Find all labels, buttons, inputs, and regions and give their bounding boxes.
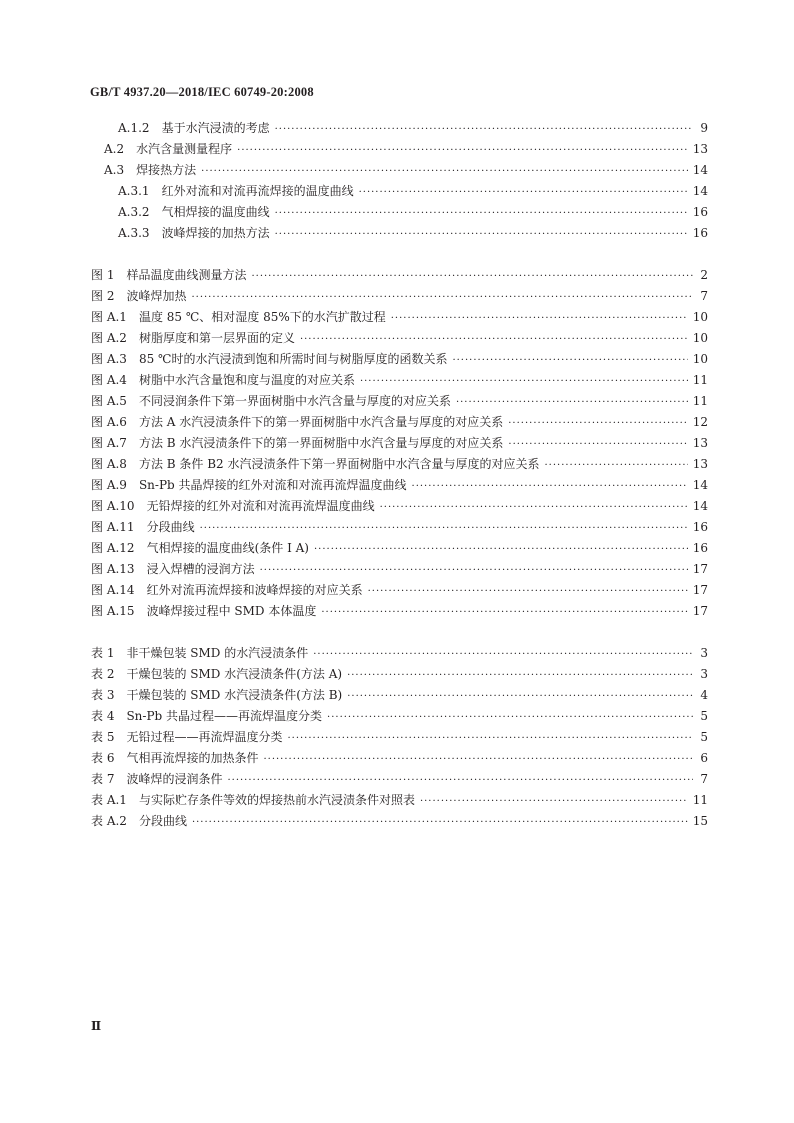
entry-title: 焊接热方法 [136,163,197,177]
entry-title: 波峰焊接过程中 SMD 本体温度 [146,604,317,618]
dot-leader [327,709,693,726]
entry-title: 干燥包装的 SMD 水汽浸渍条件(方法 A) [126,667,343,681]
dot-leader [380,499,688,516]
entry-number: A.1.2 [118,121,150,135]
toc-entry[interactable] [91,372,708,389]
entry-title: 基于水汽浸渍的考虑 [161,121,270,135]
toc-entry[interactable] [91,288,708,305]
entry-title: 与实际贮存条件等效的焊接热前水汽浸渍条件对照表 [138,793,415,807]
entry-page: 6 [700,751,708,765]
entry-page: 11 [692,793,708,807]
entry-title: 分段曲线 [146,520,195,534]
entry-number: 图 A.11 [91,520,135,534]
entry-page: 14 [692,184,708,198]
entry-title: 方法 B 条件 B2 水汽浸渍条件下第一界面树脂中水汽含量与厚度的对应关系 [138,457,540,471]
entry-page: 10 [692,352,708,366]
entry-number: 图 A.2 [91,331,127,345]
toc-entry[interactable] [91,540,708,557]
entry-page: 17 [692,604,708,618]
entry-page: 10 [692,331,708,345]
entry-title: 气相焊接的温度曲线(条件 Ⅰ A) [146,541,309,555]
dot-leader [456,394,688,411]
entry-page: 9 [700,121,708,135]
entry-number: 表 A.2 [91,814,127,828]
toc-entry[interactable] [91,267,708,284]
entry-number: 表 7 [91,772,115,786]
toc-entry[interactable] [118,204,708,221]
toc-entry[interactable] [91,603,708,620]
toc-entry[interactable] [91,561,708,578]
toc-entry[interactable] [91,792,708,809]
dot-leader [314,541,688,558]
entry-number: 图 A.1 [91,310,127,324]
entry-number: 图 A.8 [91,457,127,471]
entry-number: 表 1 [91,646,115,660]
entry-title: 样品温度曲线测量方法 [126,268,247,282]
dot-leader [275,121,693,138]
entry-page: 7 [700,772,708,786]
entry-number: 表 A.1 [91,793,127,807]
entry-page: 7 [700,289,708,303]
entry-number: 图 A.6 [91,415,127,429]
entry-title: Sn-Pb 共晶焊接的红外对流和对流再流焊温度曲线 [138,478,407,492]
entry-title: 分段曲线 [138,814,187,828]
toc-entry[interactable] [118,225,708,242]
entry-title: 干燥包装的 SMD 水汽浸渍条件(方法 B) [126,688,343,702]
entry-page: 11 [692,394,708,408]
toc-entry[interactable] [91,456,708,473]
entry-page: 16 [692,226,708,240]
entry-number: 表 4 [91,709,115,723]
dot-leader [347,667,693,684]
dot-leader [251,268,693,285]
toc-entry[interactable] [91,645,708,662]
entry-page: 12 [692,415,708,429]
entry-title: 波峰焊的浸润条件 [126,772,223,786]
dot-leader [321,604,687,621]
entry-number: 图 A.14 [91,583,135,597]
entry-number: A.3.3 [118,226,150,240]
entry-page: 13 [692,436,708,450]
entry-number: A.2 [104,142,125,156]
entry-number: A.3.1 [118,184,150,198]
entry-page: 3 [700,667,708,681]
entry-page: 17 [692,562,708,576]
dot-leader [412,478,688,495]
toc-entry[interactable] [91,414,708,431]
toc-entry[interactable] [104,162,708,179]
entry-title: 树脂厚度和第一层界面的定义 [138,331,295,345]
dot-leader [391,310,688,327]
entry-number: 图 A.10 [91,499,135,513]
dot-leader [508,436,687,453]
entry-title: 波峰焊接的加热方法 [161,226,270,240]
toc-entry[interactable] [91,813,708,830]
toc-entry[interactable] [91,708,708,725]
entry-page: 5 [700,709,708,723]
entry-title: 无铅过程——再流焊温度分类 [126,730,283,744]
dot-leader [227,772,693,789]
entry-page: 14 [692,163,708,177]
entry-page: 16 [692,205,708,219]
toc-entry[interactable] [91,582,708,599]
entry-page: 5 [700,730,708,744]
entry-number: 图 A.13 [91,562,135,576]
entry-page: 16 [692,520,708,534]
dot-leader [275,226,688,243]
dot-leader [192,814,688,831]
toc-entry[interactable] [91,309,708,326]
dot-leader [237,142,688,159]
entry-page: 14 [692,499,708,513]
toc-entry[interactable] [91,519,708,536]
entry-title: 方法 B 水汽浸渍条件下的第一界面树脂中水汽含量与厚度的对应关系 [138,436,504,450]
entry-page: 3 [700,646,708,660]
dot-leader [275,205,688,222]
entry-title: 85 ℃时的水汽浸渍到饱和所需时间与树脂厚度的函数关系 [138,352,448,366]
entry-number: 表 3 [91,688,115,702]
dot-leader [191,289,693,306]
toc-entry[interactable] [91,330,708,347]
entry-page: 15 [692,814,708,828]
dot-leader [313,646,693,663]
entry-title: Sn-Pb 共晶过程——再流焊温度分类 [126,709,323,723]
entry-number: 图 A.15 [91,604,135,618]
entry-page: 11 [692,373,708,387]
entry-number: 图 A.9 [91,478,127,492]
entry-page: 2 [700,268,708,282]
entry-page: 10 [692,310,708,324]
dot-leader [201,163,688,180]
entry-number: 表 2 [91,667,115,681]
toc-entry[interactable] [91,351,708,368]
entry-title: 温度 85 ℃、相对湿度 85%下的水汽扩散过程 [138,310,386,324]
entry-page: 16 [692,541,708,555]
entry-number: 图 A.5 [91,394,127,408]
entry-page: 13 [692,142,708,156]
entry-title: 无铅焊接的红外对流和对流再流焊温度曲线 [146,499,375,513]
entry-title: 波峰焊加热 [126,289,187,303]
entry-title: 方法 A 水汽浸渍条件下的第一界面树脂中水汽含量与厚度的对应关系 [138,415,504,429]
dot-leader [360,373,688,390]
entry-title: 非干燥包装 SMD 的水汽浸渍条件 [126,646,309,660]
toc-entry[interactable] [91,750,708,767]
dot-leader [508,415,687,432]
toc-entry[interactable] [118,183,708,200]
entry-number: 图 A.4 [91,373,127,387]
dot-leader [263,751,693,768]
entry-title: 不同浸润条件下第一界面树脂中水汽含量与厚度的对应关系 [138,394,451,408]
dot-leader [544,457,687,474]
toc-entry[interactable] [91,729,708,746]
toc-entry[interactable] [91,435,708,452]
entry-title: 气相焊接的温度曲线 [161,205,270,219]
entry-title: 红外对流再流焊接和波峰焊接的对应关系 [146,583,363,597]
entry-page: 17 [692,583,708,597]
entry-number: A.3 [104,163,125,177]
entry-title: 水汽含量测量程序 [136,142,233,156]
toc-entry[interactable] [91,666,708,683]
entry-number: A.3.2 [118,205,150,219]
dot-leader [452,352,687,369]
entry-number: 图 A.12 [91,541,135,555]
page-number: Ⅱ [91,1019,102,1033]
dot-leader [287,730,693,747]
dot-leader [368,583,688,600]
entry-number: 图 A.7 [91,436,127,450]
entry-title: 树脂中水汽含量饱和度与温度的对应关系 [138,373,355,387]
toc-entry[interactable] [104,141,708,158]
dot-leader [200,520,688,537]
toc-entry[interactable] [91,771,708,788]
entry-title: 浸入焊槽的浸润方法 [146,562,255,576]
dot-leader [359,184,688,201]
entry-number: 图 A.3 [91,352,127,366]
dot-leader [260,562,688,579]
toc-entry[interactable] [91,498,708,515]
toc-entry[interactable] [118,120,708,137]
entry-page: 4 [700,688,708,702]
dot-leader [420,793,688,810]
entry-page: 14 [692,478,708,492]
entry-number: 图 1 [91,268,115,282]
entry-number: 表 6 [91,751,115,765]
entry-title: 气相再流焊接的加热条件 [126,751,259,765]
entry-title: 红外对流和对流再流焊接的温度曲线 [161,184,354,198]
dot-leader [347,688,693,705]
entry-page: 13 [692,457,708,471]
toc-entry[interactable] [91,477,708,494]
entry-number: 表 5 [91,730,115,744]
standard-header: GB/T 4937.20—2018/IEC 60749-20:2008 [90,85,314,99]
toc-entry[interactable] [91,687,708,704]
toc-entry[interactable] [91,393,708,410]
dot-leader [300,331,688,348]
entry-number: 图 2 [91,289,115,303]
